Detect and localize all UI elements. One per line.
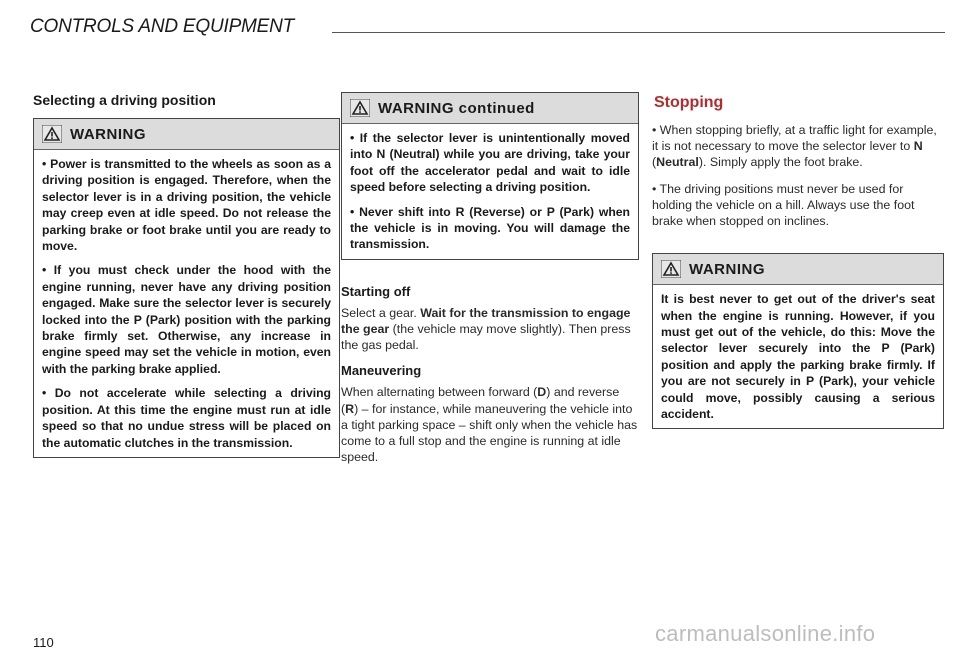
- text-run-bold: Wait for the transmission to engage the gear: [341, 305, 631, 337]
- warning-paragraph: It is best never to get out of the driver's seat when the engine is running. However, if you must get out of the vehicle, do this: Move the selector lever securely into the P (Park) position and apply the parking brake firmly. If you are not securely in P (Park), your vehicle could move, possibly causing a serious accident.: [661, 292, 935, 422]
- warning-paragraph: • Never shift into R (Reverse) or P (Park) when the vehicle is in moving. You will damage the transmission.: [350, 204, 630, 252]
- warning-header: [342, 93, 638, 124]
- text-run-bold: Neutral: [656, 155, 699, 170]
- warning-box-selecting: [33, 118, 340, 458]
- column-3: [652, 92, 944, 429]
- warning-title: WARNING: [689, 260, 765, 278]
- warning-paragraph: • If the selector lever is unintentionally moved into N (Neutral) while you are driving, take your foot off the accelerator pedal and wait to idle speed before selecting a driving position.: [350, 131, 630, 195]
- text-run: (: [652, 155, 657, 170]
- starting-paragraph: [341, 305, 639, 354]
- warning-header: [653, 254, 943, 285]
- text-run: ) – for instance, while maneuvering the vehicle into a tight parking space – shift only when the vehicle has come to a full stop and the engine is running at idle speed.: [341, 401, 638, 465]
- warning-body: [653, 285, 943, 428]
- text-run: Select a gear.: [341, 305, 421, 320]
- page-header: [30, 14, 945, 40]
- warning-title: WARNING continued: [378, 99, 535, 117]
- section-title-selecting: Selecting a driving position: [33, 92, 216, 108]
- warning-header: [34, 119, 339, 150]
- header-title: CONTROLS AND EQUIPMENT: [30, 16, 295, 37]
- text-run: • When stopping briefly, at a traffic light for example, it is not necessary to move the selector lever to: [652, 123, 937, 154]
- page-number: 110: [33, 635, 54, 650]
- header-rule: [332, 32, 945, 33]
- section-title-maneuvering: Maneuvering: [341, 363, 422, 379]
- warning-paragraph: • If you must check under the hood with the engine running, never have any driving position engaged. Make sure the selector lever is securely locked into the P (Park) position with the parking brake firmly set. Otherwise, any increase in engine speed may set the vehicle in motion, even with the parking brake applied.: [42, 263, 331, 376]
- warning-box-continued: [341, 92, 639, 260]
- text-run-bold: D: [537, 385, 547, 400]
- text-run-bold: R: [345, 401, 355, 416]
- maneuvering-paragraph: [341, 384, 639, 465]
- warning-title: WARNING: [70, 125, 146, 143]
- section-title-starting: Starting off: [341, 283, 411, 299]
- warning-icon: [350, 99, 370, 117]
- text-run: ) and reverse (: [341, 385, 620, 416]
- warning-box-stopping: [652, 253, 944, 429]
- text-run: ). Simply apply the foot brake.: [698, 155, 863, 170]
- column-2: [341, 92, 639, 475]
- warning-icon: [661, 260, 681, 278]
- text-run-bold: N: [913, 139, 923, 154]
- text-run: When alternating between forward (: [341, 385, 538, 400]
- stopping-paragraph-1: [652, 122, 944, 171]
- warning-icon: [42, 125, 62, 143]
- column-1: [33, 92, 340, 458]
- watermark: carmanualsonline.info: [655, 621, 876, 646]
- warning-body: [342, 124, 638, 259]
- warning-paragraph: • Power is transmitted to the wheels as soon as a driving position is engaged. Therefore, when the selector lever is in a driving position, the vehicle may creep even at idle speed. Do not release the parking brake or foot brake until you are ready to move.: [42, 157, 331, 254]
- section-title-stopping: Stopping: [654, 94, 724, 111]
- warning-paragraph: • Do not accelerate while selecting a driving position. At this time the engine must run at idle speed so that no undue stress will be placed on the automatic clutches in the transmission.: [42, 386, 331, 450]
- stopping-paragraph-2: • The driving positions must never be used for holding the vehicle on a hill. Always use the foot brake when stopped on inclines.: [652, 181, 915, 229]
- text-run: (the vehicle may move slightly). Then press the gas pedal.: [341, 322, 631, 353]
- warning-body: [34, 150, 339, 457]
